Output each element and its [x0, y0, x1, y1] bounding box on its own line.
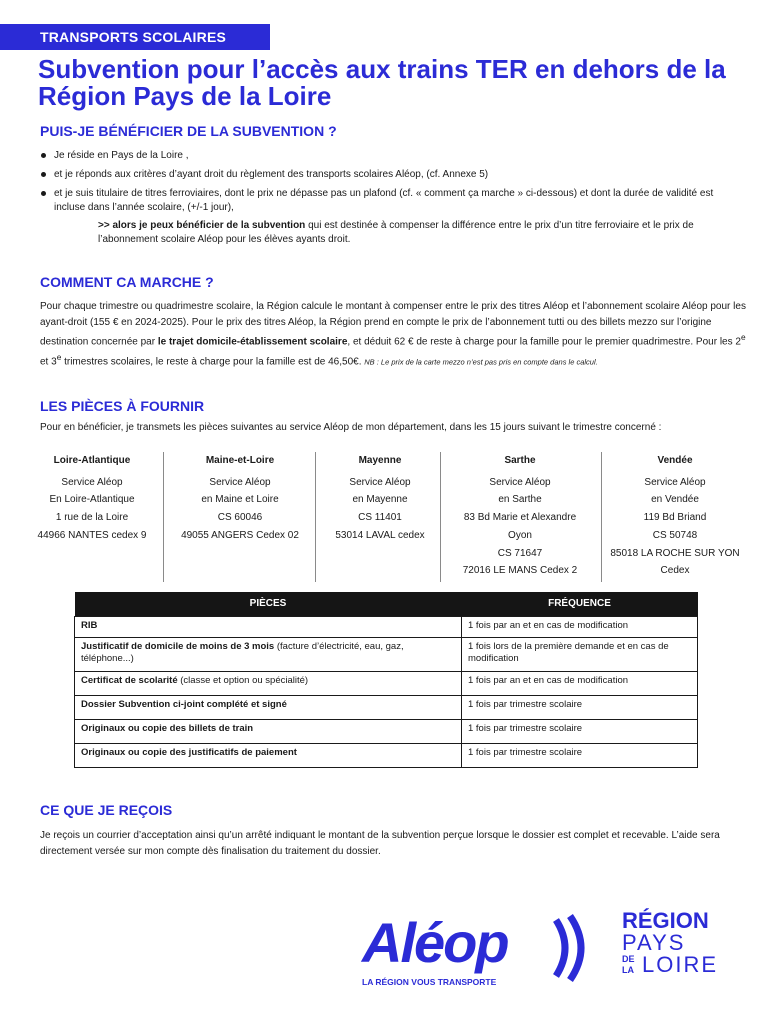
piece-bold: Originaux ou copie des billets de train: [81, 722, 254, 734]
column-divider: [163, 452, 164, 582]
table-row: [75, 637, 698, 671]
region-logo: [622, 908, 719, 980]
dept-line: CS 71647: [497, 547, 543, 559]
dept-line: 44966 NANTES cedex 9: [37, 529, 147, 541]
dept-line: Service Aléop: [489, 476, 551, 488]
table-cell-frequency: 1 fois par trimestre scolaire: [462, 719, 698, 743]
dept-sarthe: [445, 452, 595, 580]
dept-line: En Loire-Atlantique: [49, 494, 135, 506]
table-header-row: [75, 592, 698, 616]
section-heading-how-it-works: COMMENT CA MARCHE ?: [40, 274, 214, 290]
text-part: Pour chaque trimestre ou quadrimestre scolaire, la Région calcule le montant à compenser entre le prix des titres Aléop et l’abonnement scolaire Aléop pour les ayant-droit (155 € en 2024-2025). Pour le prix des titres Aléop, la Région prend en compte le prix de l’abonnement tutti ou des billets mezzo sur l’origine destination concernée par: [40, 301, 746, 348]
dept-vendee: [605, 452, 745, 580]
eligibility-conclusion: [40, 219, 740, 247]
table-cell-frequency: 1 fois par trimestre scolaire: [462, 695, 698, 719]
dept-line: Service Aléop: [349, 476, 411, 488]
header-frequence: FRÉQUENCE: [462, 592, 698, 616]
dept-name: Maine-et-Loire: [205, 455, 275, 466]
region-line: LOIRE: [642, 952, 719, 977]
dept-line: Cedex: [660, 565, 690, 577]
how-it-works-text: [40, 299, 755, 370]
dept-line: 1 rue de la Loire: [55, 512, 129, 524]
documents-table: [74, 592, 698, 768]
table-cell-frequency: 1 fois lors de la première demande et en cas de modification: [462, 637, 698, 671]
table-cell-frequency: 1 fois par an et en cas de modification: [462, 616, 698, 637]
superscript: e: [56, 351, 62, 362]
table-cell-piece: [75, 671, 462, 695]
superscript: e: [740, 332, 746, 342]
bullet-item: et je réponds aux critères d’ayant droit du règlement des transports scolaires Aléop, (cf. Annexe 5): [40, 168, 740, 182]
nb-note: NB : Le prix de la carte mezzo n’est pas pris en compte dans le calcul.: [364, 357, 598, 367]
aleop-tagline: LA RÉGION VOUS TRANSPORTE: [362, 977, 497, 987]
dept-maine-et-loire: [169, 452, 311, 545]
dept-name: Loire-Atlantique: [53, 455, 131, 466]
documents-intro: Pour en bénéficier, je transmets les pièces suivantes au service Aléop de mon département, dans les 15 jours suivant le trimestre concerné :: [40, 422, 662, 433]
column-divider: [601, 452, 602, 582]
dept-line: en Mayenne: [352, 494, 408, 506]
table-row: [75, 671, 698, 695]
dept-line: Service Aléop: [209, 476, 271, 488]
dept-line: Service Aléop: [61, 476, 123, 488]
table-row: [75, 616, 698, 637]
dept-line: en Vendée: [651, 494, 699, 506]
category-banner: [0, 24, 270, 50]
dept-line: CS 50748: [652, 529, 698, 541]
bullet-item: Je réside en Pays de la Loire ,: [40, 149, 740, 163]
what-i-receive-text: Je reçois un courrier d’acceptation ainsi qu’un arrêté indiquant le montant de la subvention perçue lorsque le dossier est complet et recevable. L’aide sera directement versée sur mon compte dès finalisation du traitement du dossier.: [40, 830, 720, 857]
dept-name: Mayenne: [358, 455, 402, 466]
footer-logos: [360, 910, 740, 990]
region-line: DE: [622, 954, 635, 964]
section-heading-eligibility: PUIS-JE BÉNÉFICIER DE LA SUBVENTION ?: [40, 123, 337, 139]
table-cell-frequency: 1 fois par trimestre scolaire: [462, 743, 698, 767]
dept-line: 72016 LE MANS Cedex 2: [462, 565, 578, 577]
dept-line: 85018 LA ROCHE SUR YON: [610, 547, 740, 559]
department-addresses: [27, 452, 752, 584]
column-divider: [315, 452, 316, 582]
conclusion-bold: >> alors je peux bénéficier de la subvention: [98, 220, 306, 231]
bracket-mark: [556, 920, 565, 976]
dept-line: 119 Bd Briand: [643, 512, 707, 524]
text-part: et 3: [40, 356, 57, 368]
section-heading-documents: LES PIÈCES À FOURNIR: [40, 398, 205, 414]
region-line: RÉGION: [622, 908, 709, 933]
dept-name: Sarthe: [504, 455, 536, 466]
dept-line: CS 60046: [217, 512, 263, 524]
dept-line: en Maine et Loire: [201, 494, 279, 506]
region-de-la-loire: [622, 952, 719, 980]
eligibility-list: [40, 149, 740, 247]
piece-bold: Originaux ou copie des justificatifs de paiement: [81, 746, 297, 758]
region-line: LA: [622, 965, 634, 975]
aleop-wordmark: Aléop: [362, 911, 508, 974]
section-heading-what-i-receive: CE QUE JE REÇOIS: [40, 802, 173, 818]
dept-mayenne: [319, 452, 441, 545]
table-cell-piece: [75, 616, 462, 637]
piece-detail: (facture d’électricité, eau, gaz, téléphone...): [81, 640, 404, 664]
column-divider: [440, 452, 441, 582]
dept-line: Oyon: [508, 529, 532, 541]
table-cell-piece: [75, 743, 462, 767]
table-cell-frequency: 1 fois par an et en cas de modification: [462, 671, 698, 695]
dept-line: 49055 ANGERS Cedex 02: [181, 529, 299, 541]
text-bold: le trajet domicile-établissement scolaire: [157, 336, 348, 348]
bullet-item: et je suis titulaire de titres ferroviaires, dont le prix ne dépasse pas un plafond (cf. « comment ça marche » ci-dessous) et dont la durée de validité est incluse dans l’année scolaire, (+/-1 jour),: [40, 187, 740, 215]
conclusion-text: qui est destinée à compenser la différence entre le prix d’un titre ferroviaire et le prix de l’abonnement scolaire Aléop pour les élèves ayants droit.: [98, 220, 694, 245]
table-row: [75, 695, 698, 719]
piece-bold: RIB: [81, 619, 98, 631]
table-cell-piece: [75, 637, 462, 671]
aleop-logo: [360, 910, 600, 988]
piece-detail: (classe et option ou spécialité): [177, 674, 309, 686]
dept-line: CS 11401: [358, 512, 402, 524]
region-line: PAYS: [622, 930, 686, 955]
table-row: [75, 743, 698, 767]
header-pieces: PIÈCES: [75, 592, 462, 616]
dept-line: 83 Bd Marie et Alexandre: [463, 512, 577, 524]
banner-label: TRANSPORTS SCOLAIRES: [40, 29, 227, 45]
table-cell-piece: [75, 719, 462, 743]
piece-bold: Certificat de scolarité: [81, 674, 178, 686]
piece-bold: Justificatif de domicile de moins de 3 mois: [81, 640, 275, 652]
dept-line: en Sarthe: [498, 494, 542, 506]
text-part: , et déduit 62 € de reste à charge pour la famille pour le premier quadrimestre. Pour les 2: [347, 336, 741, 348]
text-part: trimestres scolaires, le reste à charge pour la famille est de 46,50€.: [61, 356, 362, 368]
page-title: Subvention pour l’accès aux trains TER en dehors de la Région Pays de la Loire: [38, 54, 726, 111]
piece-bold: Dossier Subvention ci-joint complété et signé: [81, 698, 287, 710]
bracket-mark: [570, 916, 581, 980]
table-row: [75, 719, 698, 743]
dept-loire-atlantique: [27, 452, 157, 545]
dept-line: 53014 LAVAL cedex: [335, 529, 425, 541]
dept-name: Vendée: [657, 455, 693, 466]
table-cell-piece: [75, 695, 462, 719]
dept-line: Service Aléop: [644, 476, 706, 488]
